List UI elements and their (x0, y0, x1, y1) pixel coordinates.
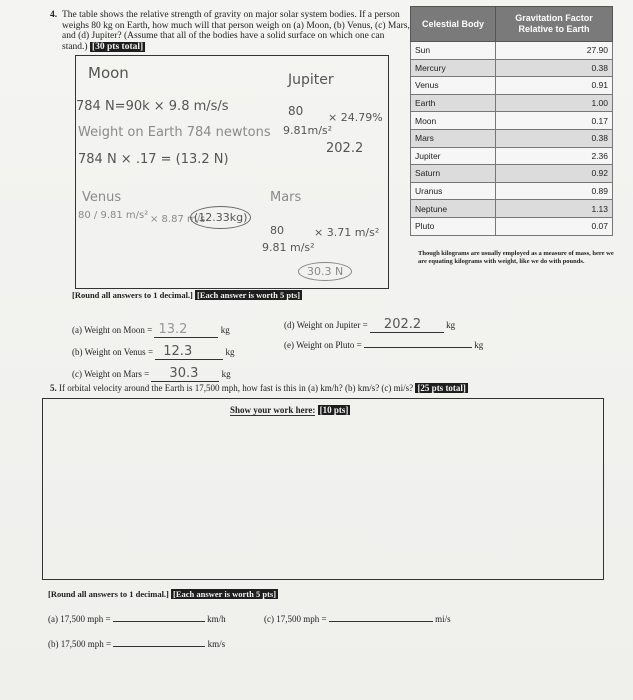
gravity-row (411, 112, 613, 130)
hw-mars: Mars (270, 190, 302, 205)
answer-a-unit: kg (220, 325, 230, 335)
hw-venus-frac: 80 / 9.81 m/s² (78, 210, 149, 221)
points-badge: [25 pts total] (417, 383, 466, 393)
work-box-q4 (75, 55, 389, 289)
answer-e-unit: kg (474, 340, 484, 350)
points-badge: [30 pts total] (91, 41, 144, 52)
body-name: Jupiter (411, 147, 496, 165)
round-note-q4 (72, 290, 302, 300)
answer-c-field[interactable] (151, 366, 219, 382)
answer-d-label: (d) Weight on Jupiter = (284, 320, 368, 330)
round-note-q5 (48, 589, 278, 599)
answer-e-field[interactable] (364, 347, 472, 348)
body-name: Mars (411, 129, 496, 147)
show-work-label (230, 405, 350, 416)
gravity-factor: 27.90 (496, 42, 613, 60)
each-answer-badge: [Each answer is worth 5 pts] (197, 290, 301, 300)
body-name: Saturn (411, 165, 496, 183)
answer-5c-unit: mi/s (435, 614, 451, 624)
hw-jupiter-bottom: 9.81m/s² (283, 124, 333, 137)
body-name: Moon (411, 112, 496, 130)
answer-b-field[interactable] (155, 344, 223, 360)
hw-moon: Moon (88, 64, 129, 82)
gravity-row (411, 59, 613, 77)
hw-venus-mult: × 8.87 m/s (150, 214, 206, 225)
answer-d-field[interactable] (370, 317, 444, 333)
body-name: Pluto (411, 217, 496, 235)
answer-c-label: (c) Weight on Mars = (72, 369, 150, 379)
answer-5c-label: (c) 17,500 mph = (264, 614, 327, 624)
answer-5c-field[interactable] (329, 621, 433, 622)
answer-b-label: (b) Weight on Venus = (72, 347, 154, 357)
hw-line2: Weight on Earth 784 newtons (78, 125, 271, 140)
body-name: Mercury (411, 59, 496, 77)
answer-a-label: (a) Weight on Moon = (72, 325, 153, 335)
each-answer-badge: [Each answer is worth 5 pts] (173, 589, 277, 599)
question-text: The table shows the relative strength of gravity on major solar system bodies. If a person weighs 80 kg on Earth, how much will that person weigh on (a) Moon, (b) Venus, (c) Mars, and (d) Jupiter? (Assume that all of the bodies have a solid surface on which one can stand.) (62, 10, 410, 52)
show-work-points: [10 pts] (319, 405, 349, 415)
hw-mars-top: 80 (270, 224, 284, 237)
round-note-text: [Round all answers to 1 decimal.] (72, 290, 193, 300)
hw-mars-result: 30.3 N (298, 262, 352, 281)
col-header-body: Celestial Body (411, 7, 496, 42)
gravity-row (411, 42, 613, 60)
gravity-factor: 0.38 (496, 59, 613, 77)
body-name: Venus (411, 77, 496, 95)
body-name: Sun (411, 42, 496, 60)
body-name: Neptune (411, 200, 496, 218)
body-name: Uranus (411, 182, 496, 200)
work-box-q5[interactable] (42, 398, 604, 580)
question-text: If orbital velocity around the Earth is 17,500 mph, how fast is this in (a) km/h? (b) km/s? (c) mi/s? (59, 383, 414, 393)
question-number: 4. (50, 10, 58, 20)
hw-line1: 784 N=90k × 9.8 m/s/s (76, 99, 229, 114)
col-header-factor: Gravitation Factor Relative to Earth (496, 7, 613, 42)
answer-b-unit: kg (225, 347, 235, 357)
gravity-factor: 0.17 (496, 112, 613, 130)
gravity-row (411, 77, 613, 95)
round-note-text: [Round all answers to 1 decimal.] (48, 589, 169, 599)
answer-a-value: 13.2 (158, 322, 188, 337)
gravity-row (411, 200, 613, 218)
show-work-text: Show your work here: (230, 405, 316, 415)
answer-a-row (72, 322, 230, 338)
gravity-row (411, 217, 613, 235)
hw-venus: Venus (82, 190, 122, 205)
answer-5c-row (264, 614, 451, 624)
body-name: Earth (411, 94, 496, 112)
gravity-row (411, 147, 613, 165)
gravity-factor: 1.13 (496, 200, 613, 218)
answer-5a-unit: km/h (207, 614, 226, 624)
answer-5b-label: (b) 17,500 mph = (48, 639, 112, 649)
gravity-row (411, 182, 613, 200)
answer-d-row (284, 317, 455, 333)
hw-mars-bottom: 9.81 m/s² (262, 241, 315, 254)
gravity-factor: 0.38 (496, 129, 613, 147)
answer-e-label: (e) Weight on Pluto = (284, 340, 362, 350)
answer-d-value: 202.2 (383, 317, 422, 332)
gravity-factor: 1.00 (496, 94, 613, 112)
answer-5a-label: (a) 17,500 mph = (48, 614, 111, 624)
question-number: 5. (50, 383, 57, 393)
answer-5b-unit: km/s (207, 639, 226, 649)
gravity-factor: 0.91 (496, 77, 613, 95)
gravity-row (411, 165, 613, 183)
gravity-factor: 0.92 (496, 165, 613, 183)
answer-5b-row (48, 639, 225, 649)
hw-jupiter-top: 80 (288, 104, 304, 118)
gravity-row (411, 129, 613, 147)
question-4 (50, 10, 412, 52)
hw-venus-result: (12.33kg) (190, 206, 251, 229)
hw-jupiter-mult: × 24.79% (328, 111, 383, 124)
kg-note: Though kilograms are usually employed as a measure of mass, here we are equating kilograms with weight, like we do with pounds. (418, 250, 614, 265)
answer-5b-field[interactable] (113, 646, 205, 647)
answer-b-row (72, 344, 235, 360)
hw-jupiter: Jupiter (288, 72, 334, 88)
answer-c-unit: kg (221, 369, 231, 379)
answer-e-row (284, 340, 483, 350)
question-5 (50, 383, 468, 393)
gravity-factor: 2.36 (496, 147, 613, 165)
hw-mars-mult: × 3.71 m/s² (314, 226, 380, 239)
gravity-row (411, 94, 613, 112)
answer-c-row (72, 366, 231, 382)
answer-5a-row (48, 614, 226, 624)
answer-5a-field[interactable] (113, 621, 205, 622)
answer-d-unit: kg (446, 320, 456, 330)
gravity-factor: 0.07 (496, 217, 613, 235)
gravity-factor: 0.89 (496, 182, 613, 200)
gravity-table (410, 6, 613, 236)
hw-line3: 784 N × .17 = (13.2 N) (78, 152, 229, 167)
hw-jupiter-result: 202.2 (326, 141, 364, 156)
answer-a-field[interactable] (154, 322, 218, 338)
answer-c-value: 30.3 (169, 366, 199, 381)
answer-b-value: 12.3 (163, 344, 193, 359)
